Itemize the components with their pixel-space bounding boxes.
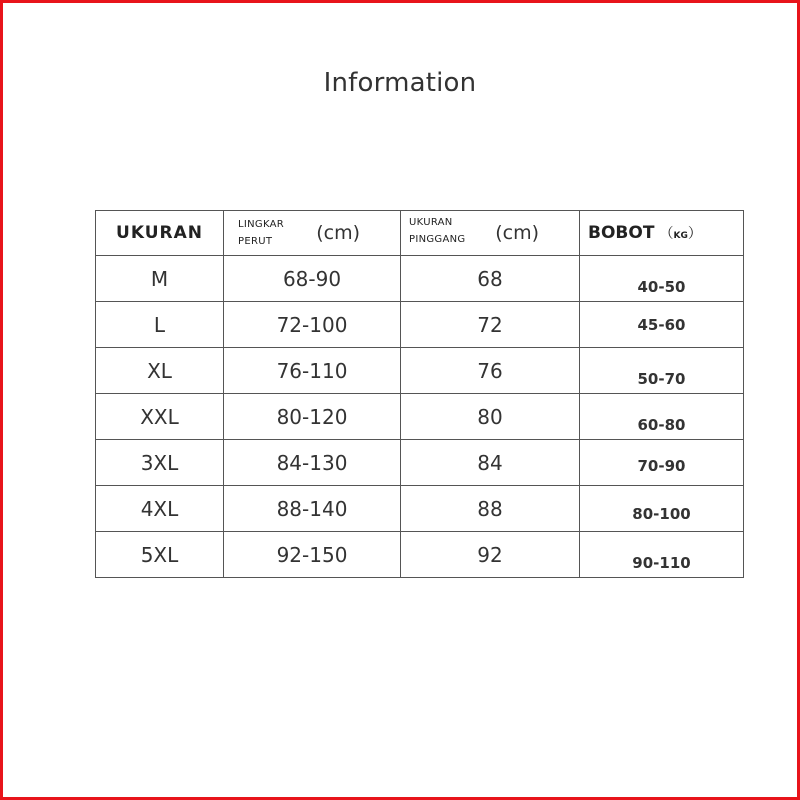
cell-size: XXL <box>96 394 224 440</box>
cell-bobot: 60-80 <box>580 394 744 440</box>
cell-pinggang: 76 <box>401 348 580 394</box>
header-hip <box>401 211 580 256</box>
cell-bobot: 50-70 <box>580 348 744 394</box>
page-title: Information <box>323 68 477 98</box>
cell-pinggang: 84 <box>401 440 580 486</box>
header-weight: BOBOT （KG） <box>580 211 744 256</box>
cell-pinggang: 68 <box>401 256 580 302</box>
cell-size: L <box>96 302 224 348</box>
size-chart-table <box>95 210 744 578</box>
table-row <box>96 486 744 532</box>
table-row <box>96 440 744 486</box>
header-hip-unit: (cm) <box>495 222 539 244</box>
cell-size: 4XL <box>96 486 224 532</box>
cell-bobot: 40-50 <box>580 256 744 302</box>
cell-size: XL <box>96 348 224 394</box>
cell-bobot: 80-100 <box>580 486 744 532</box>
header-waist-circumference <box>224 211 401 256</box>
header-waist-label: LINGKAR PERUT <box>238 219 285 247</box>
cell-bobot: 70-90 <box>580 440 744 486</box>
table-row <box>96 532 744 578</box>
cell-perut: 76-110 <box>224 348 401 394</box>
cell-size: 5XL <box>96 532 224 578</box>
cell-perut: 92-150 <box>224 532 401 578</box>
table-row <box>96 256 744 302</box>
cell-pinggang: 80 <box>401 394 580 440</box>
cell-perut: 88-140 <box>224 486 401 532</box>
cell-perut: 80-120 <box>224 394 401 440</box>
cell-size: 3XL <box>96 440 224 486</box>
table-header-row <box>96 211 744 256</box>
cell-size: M <box>96 256 224 302</box>
cell-bobot: 90-110 <box>580 532 744 578</box>
table-row <box>96 302 744 348</box>
cell-pinggang: 88 <box>401 486 580 532</box>
cell-pinggang: 92 <box>401 532 580 578</box>
table-row <box>96 394 744 440</box>
cell-bobot: 45-60 <box>580 302 744 348</box>
cell-perut: 68-90 <box>224 256 401 302</box>
table-row <box>96 348 744 394</box>
cell-perut: 72-100 <box>224 302 401 348</box>
cell-perut: 84-130 <box>224 440 401 486</box>
header-size: UKURAN <box>96 211 224 256</box>
header-hip-label: UKURAN PINGGANG <box>409 217 466 245</box>
cell-pinggang: 72 <box>401 302 580 348</box>
header-waist-unit: (cm) <box>316 222 360 244</box>
